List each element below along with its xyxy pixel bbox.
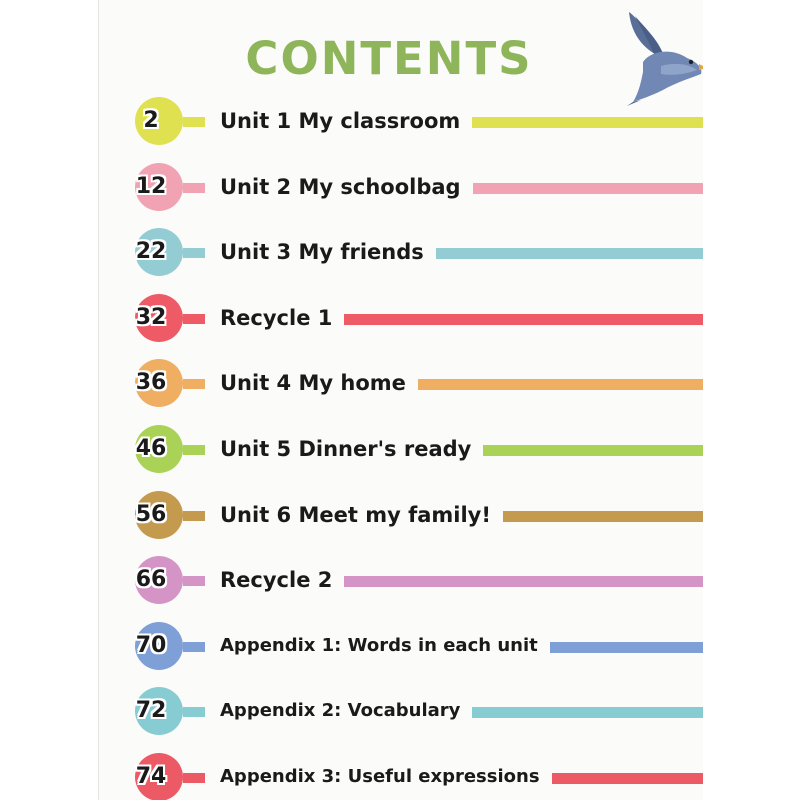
entry-title: Unit 5 Dinner's ready <box>220 437 472 461</box>
contents-entry[interactable] <box>99 359 703 419</box>
leader-line <box>183 117 205 127</box>
page-title: CONTENTS <box>245 32 533 85</box>
tail-line <box>418 379 703 390</box>
page-number: 2 <box>143 108 159 133</box>
contents-entry[interactable] <box>99 753 703 800</box>
entry-title: Unit 2 My schoolbag <box>220 174 461 199</box>
page-number: 56 <box>135 501 167 527</box>
page-number: 12 <box>135 173 167 199</box>
contents-entry[interactable] <box>99 163 703 223</box>
page-number: 22 <box>135 239 167 265</box>
tail-line <box>473 183 703 194</box>
leader-line <box>183 642 205 652</box>
leader-line <box>183 511 205 521</box>
page-number: 72 <box>135 698 167 724</box>
page-number: 36 <box>135 370 167 396</box>
entry-title: Recycle 2 <box>220 568 333 593</box>
bird-icon <box>621 6 703 106</box>
page-number: 32 <box>135 304 167 330</box>
tail-line <box>436 248 703 259</box>
tail-line <box>472 117 703 128</box>
page-number: 74 <box>135 764 167 789</box>
leader-line <box>183 576 205 586</box>
contents-entry[interactable] <box>99 687 703 747</box>
contents-entry[interactable] <box>99 556 703 616</box>
entry-title: Unit 4 My home <box>220 371 406 396</box>
contents-entry[interactable] <box>99 228 703 288</box>
leader-line <box>183 379 205 389</box>
contents-page <box>98 0 703 800</box>
tail-line <box>552 773 703 784</box>
leader-line <box>183 445 205 455</box>
contents-entry[interactable] <box>99 622 703 682</box>
leader-line <box>183 314 205 324</box>
leader-line <box>183 248 205 258</box>
entry-title: Appendix 2: Vocabulary <box>220 700 461 722</box>
leader-line <box>183 183 205 193</box>
leader-line <box>183 773 205 783</box>
tail-line <box>472 707 703 718</box>
contents-entry[interactable] <box>99 425 703 485</box>
tail-line <box>344 576 703 587</box>
entry-title: Unit 6 Meet my family! <box>220 502 491 527</box>
tail-line <box>344 314 703 325</box>
entry-title: Recycle 1 <box>220 305 333 330</box>
page-number: 46 <box>135 436 167 461</box>
entry-title: Appendix 1: Words in each unit <box>220 634 538 656</box>
contents-entry[interactable] <box>99 97 703 157</box>
tail-line <box>483 445 703 456</box>
leader-line <box>183 707 205 717</box>
contents-entry[interactable] <box>99 491 703 551</box>
entry-title: Unit 3 My friends <box>220 240 424 265</box>
entry-title: Appendix 3: Useful expressions <box>220 766 540 787</box>
tail-line <box>503 511 703 522</box>
page-number: 70 <box>135 632 167 658</box>
entry-title: Unit 1 My classroom <box>220 109 461 133</box>
tail-line <box>550 642 703 653</box>
page-number: 66 <box>135 567 167 593</box>
contents-entry[interactable] <box>99 294 703 354</box>
